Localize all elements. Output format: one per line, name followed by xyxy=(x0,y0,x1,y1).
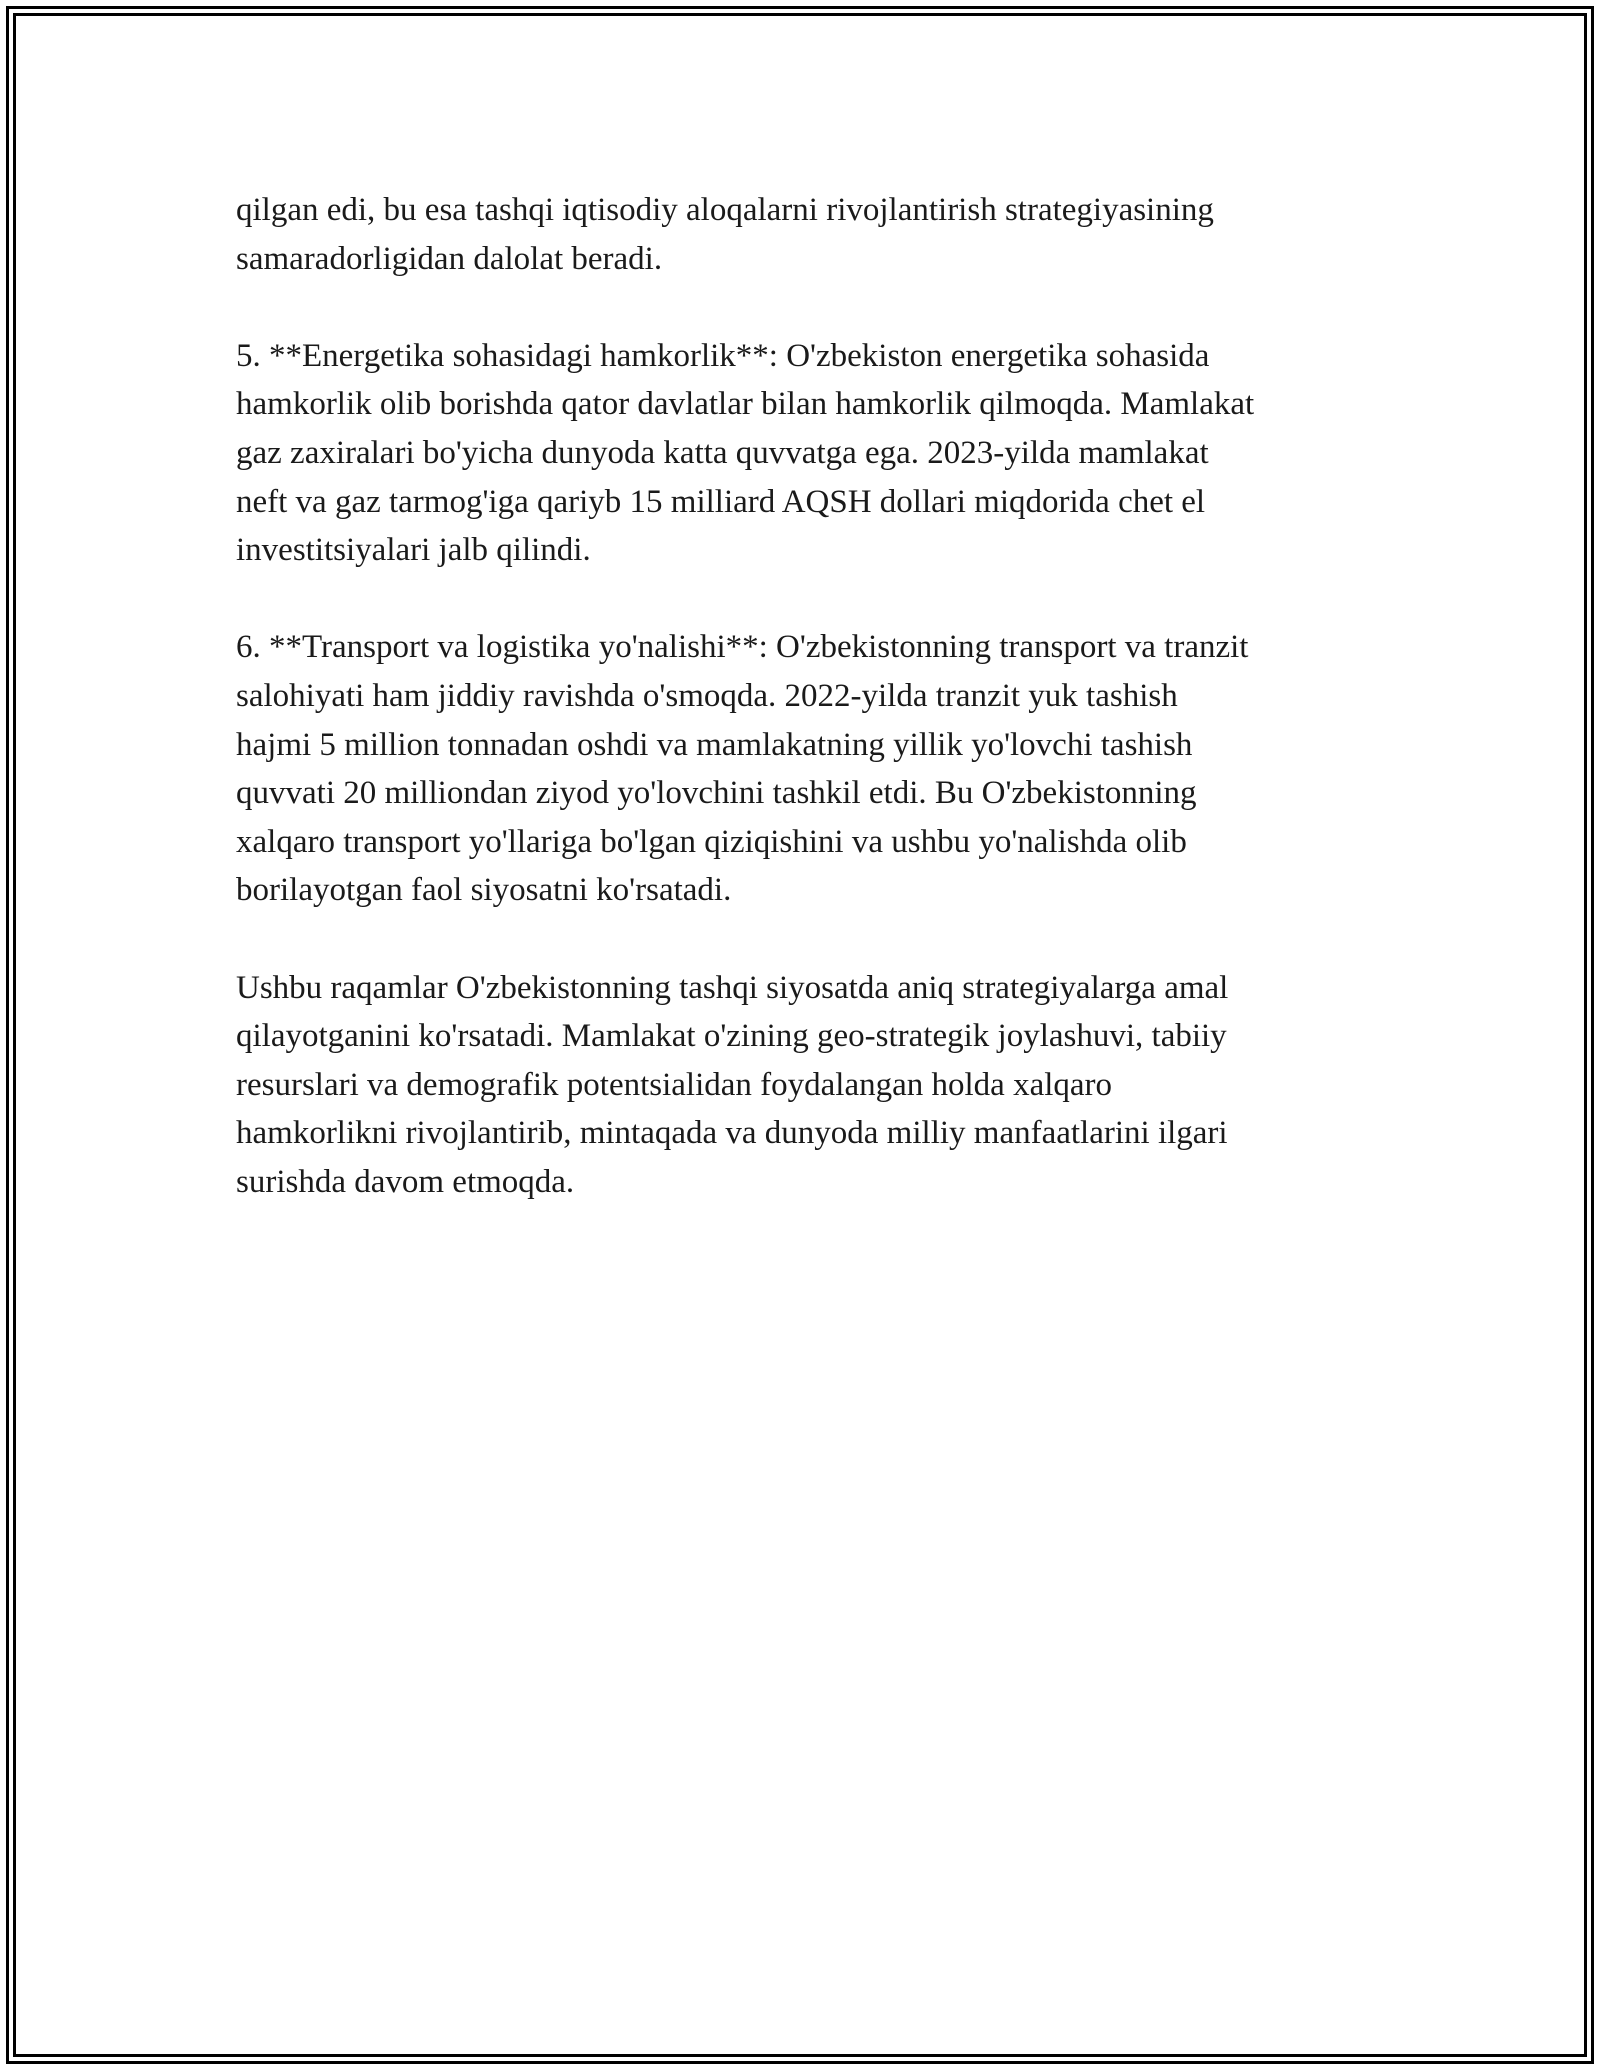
text-line: hamkorlik olib borishda qator davlatlar bilan hamkorlik qilmoqda. Mamlakat xyxy=(236,386,1255,423)
text-line: neft va gaz tarmog'iga qariyb 15 milliard AQSH dollari miqdorida chet el xyxy=(236,483,1206,520)
document-body xyxy=(236,186,1386,1255)
text-line: qilayotganini ko'rsatadi. Mamlakat o'zining geo-strategik joylashuvi, tabiiy xyxy=(236,1018,1227,1055)
text-line: Ushbu raqamlar O'zbekistonning tashqi siyosatda aniq strategiyalarga amal xyxy=(236,969,1229,1006)
paragraph-conclusion xyxy=(236,964,1386,1207)
text-line: quvvati 20 milliondan ziyod yo'lovchini tashkil etdi. Bu O'zbekistonning xyxy=(236,775,1197,812)
text-line: gaz zaxiralari bo'yicha dunyoda katta quvvatga ega. 2023-yilda mamlakat xyxy=(236,434,1209,471)
text-line: hamkorlikni rivojlantirib, mintaqada va dunyoda milliy manfaatlarini ilgari xyxy=(236,1115,1228,1152)
paragraph-transport xyxy=(236,623,1386,915)
text-line: surishda davom etmoqda. xyxy=(236,1163,575,1200)
text-line: 5. **Energetika sohasidagi hamkorlik**: O'zbekiston energetika sohasida xyxy=(236,337,1210,374)
text-line: xalqaro transport yo'llariga bo'lgan qiziqishini va ushbu yo'nalishda olib xyxy=(236,823,1187,860)
text-line: qilgan edi, bu esa tashqi iqtisodiy aloqalarni rivojlantirish strategiyasining xyxy=(236,192,1214,228)
text-line: investitsiyalari jalb qilindi. xyxy=(236,532,591,569)
text-line: resurslari va demografik potentsialidan foydalangan holda xalqaro xyxy=(236,1066,1113,1103)
paragraph-continuation xyxy=(236,186,1386,283)
paragraph-energy xyxy=(236,332,1386,575)
text-line: hajmi 5 million tonnadan oshdi va mamlakatning yillik yo'lovchi tashish xyxy=(236,726,1193,763)
text-line: salohiyati ham jiddiy ravishda o'smoqda. 2022-yilda tranzit yuk tashish xyxy=(236,677,1178,714)
text-line: borilayotgan faol siyosatni ko'rsatadi. xyxy=(236,872,732,909)
text-line: 6. **Transport va logistika yo'nalishi**: O'zbekistonning transport va tranzit xyxy=(236,629,1249,666)
text-line: samaradorligidan dalolat beradi. xyxy=(236,240,663,277)
